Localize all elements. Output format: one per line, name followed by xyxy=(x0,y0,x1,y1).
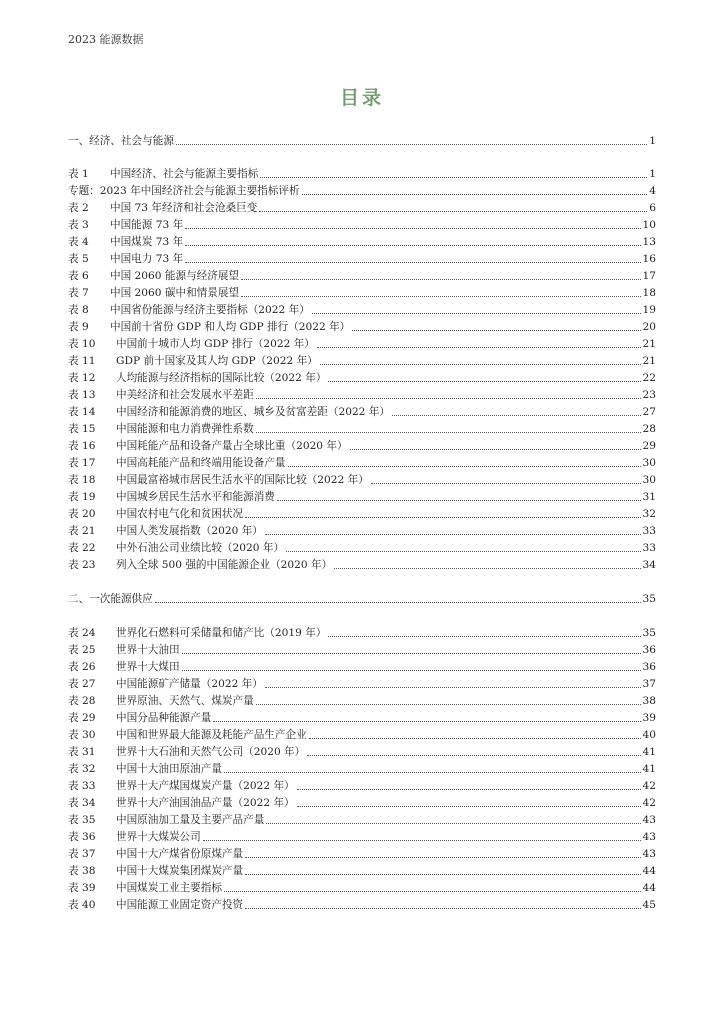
toc-entry-label: 世界十大油田 xyxy=(116,644,180,656)
toc-entry-label: 中国分品种能源产量 xyxy=(116,712,212,724)
dot-leader xyxy=(371,482,641,484)
dot-leader xyxy=(256,703,641,705)
toc-entry-number: 表 19 xyxy=(68,491,96,503)
dot-leader xyxy=(182,652,641,654)
toc-entry-label: 中国原油加工量及主要产品产量 xyxy=(116,814,265,826)
toc-entry-label: 中国最富裕城市居民生活水平的国际比较（2022 年） xyxy=(116,474,369,486)
toc-entry[interactable] xyxy=(68,301,656,317)
toc-entry[interactable] xyxy=(68,386,656,402)
toc-entry-label: 一、经济、社会与能源 xyxy=(68,135,174,147)
toc-entry-page-number: 41 xyxy=(642,763,656,775)
toc-entry-label: 中国十大产煤省份原煤产量 xyxy=(116,848,244,860)
dot-leader xyxy=(312,312,641,314)
toc-entry-label: 人均能源与经济指标的国际比较（2022 年） xyxy=(116,372,327,384)
dot-leader xyxy=(203,839,641,841)
toc-entry-page-number: 20 xyxy=(642,321,656,333)
dot-leader xyxy=(265,686,641,688)
toc-entry-number: 表 31 xyxy=(68,746,96,758)
toc-entry-label: 世界化石燃料可采储量和储产比（2019 年） xyxy=(116,627,327,639)
dot-leader xyxy=(328,635,640,637)
toc-entry[interactable] xyxy=(68,454,656,470)
toc-entry-number: 表 28 xyxy=(68,695,96,707)
dot-leader xyxy=(302,193,648,195)
toc-entry-page-number: 16 xyxy=(642,253,656,265)
dot-leader xyxy=(185,244,640,246)
toc-entry-number: 表 9 xyxy=(68,321,89,333)
toc-entry[interactable] xyxy=(68,862,656,878)
toc-entry-page-number: 31 xyxy=(642,491,656,503)
toc-entry-page-number: 43 xyxy=(642,831,656,843)
toc-entry-label: 世界十大石油和天然气公司（2020 年） xyxy=(116,746,306,758)
toc-entry-page-number: 38 xyxy=(642,695,656,707)
toc-entry-label: 中外石油公司业绩比较（2020 年） xyxy=(116,542,285,554)
dot-leader xyxy=(392,414,641,416)
toc-entry-label: 中国煤炭 73 年 xyxy=(110,236,184,248)
toc-entry-number: 表 7 xyxy=(68,287,89,299)
toc-entry-label: 世界十大产油国油品产量（2022 年） xyxy=(116,797,295,809)
toc-entry[interactable] xyxy=(68,709,656,725)
toc-entry-page-number: 19 xyxy=(642,304,656,316)
dot-leader xyxy=(155,601,641,603)
running-header: 2023 能源数据 xyxy=(68,33,144,46)
dot-leader xyxy=(259,210,647,212)
toc-entry-label: 中国经济和能源消费的地区、城乡及贫富差距（2022 年） xyxy=(116,406,390,418)
toc-entry-page-number: 1 xyxy=(649,135,656,147)
toc-entry-page-number: 42 xyxy=(642,780,656,792)
toc-entry-number: 表 1 xyxy=(68,168,89,180)
toc-entry-page-number: 37 xyxy=(642,678,656,690)
toc-entry-number: 表 10 xyxy=(68,338,96,350)
toc-entry-number: 表 12 xyxy=(68,372,96,384)
toc-entry-number: 表 4 xyxy=(68,236,89,248)
toc-entry-number: 表 27 xyxy=(68,678,96,690)
toc-entry-number: 表 26 xyxy=(68,661,96,673)
toc-entry[interactable] xyxy=(68,726,656,742)
toc-entry-label: 二、一次能源供应 xyxy=(68,593,153,605)
toc-entry-label: 中国前十城市人均 GDP 排行（2022 年） xyxy=(116,338,315,350)
dot-leader xyxy=(182,669,641,671)
toc-entry[interactable] xyxy=(68,760,656,776)
dot-leader xyxy=(286,550,640,552)
toc-entry[interactable] xyxy=(68,692,656,708)
toc-entry-label: 中国农村电气化和贫困状况 xyxy=(116,508,244,520)
toc-section-entry[interactable] xyxy=(68,590,656,606)
dot-leader xyxy=(334,567,640,569)
toc-entry-number: 表 33 xyxy=(68,780,96,792)
toc-entry[interactable] xyxy=(68,879,656,895)
toc-entry-label: 中国省份能源与经济主要指标（2022 年） xyxy=(110,304,310,316)
toc-entry[interactable] xyxy=(68,199,656,215)
dot-leader xyxy=(320,363,641,365)
toc-entry-page-number: 4 xyxy=(649,185,656,197)
dot-leader xyxy=(277,499,641,501)
toc-entry[interactable] xyxy=(68,675,656,691)
toc-entry-page-number: 42 xyxy=(642,797,656,809)
toc-entry-page-number: 45 xyxy=(642,899,656,911)
dot-leader xyxy=(288,465,641,467)
toc-entry[interactable] xyxy=(68,845,656,861)
toc-entry-label: 中国 2060 碳中和情景展望 xyxy=(110,287,240,299)
toc-entry-page-number: 23 xyxy=(642,389,656,401)
toc-entry-label: 中国 2060 能源与经济展望 xyxy=(110,270,240,282)
toc-entry-label: 中国经济、社会与能源主要指标 xyxy=(110,168,259,180)
toc-entry-page-number: 30 xyxy=(642,474,656,486)
toc-entry-label: 世界十大煤田 xyxy=(116,661,180,673)
toc-entry[interactable] xyxy=(68,403,656,419)
toc-entry-number: 表 20 xyxy=(68,508,96,520)
dot-leader xyxy=(352,329,640,331)
toc-entry-number: 表 15 xyxy=(68,423,96,435)
toc-entry[interactable] xyxy=(68,420,656,436)
toc-entry-number: 表 13 xyxy=(68,389,96,401)
toc-entry-page-number: 21 xyxy=(642,338,656,350)
toc-entry-page-number: 41 xyxy=(642,746,656,758)
toc-entry-number: 表 35 xyxy=(68,814,96,826)
toc-entry-page-number: 22 xyxy=(642,372,656,384)
toc-entry-number: 表 38 xyxy=(68,865,96,877)
toc-entry[interactable] xyxy=(68,624,656,640)
toc-entry-label: 中国前十省份 GDP 和人均 GDP 排行（2022 年） xyxy=(110,321,351,333)
toc-entry-page-number: 43 xyxy=(642,848,656,860)
toc-entry-number: 表 3 xyxy=(68,219,89,231)
toc-entry[interactable] xyxy=(68,318,656,334)
toc-entry-page-number: 30 xyxy=(642,457,656,469)
toc-entry-label: 世界十大产煤国煤炭产量（2022 年） xyxy=(116,780,295,792)
toc-entry-number: 表 29 xyxy=(68,712,96,724)
toc-entry[interactable] xyxy=(68,165,656,181)
toc-entry[interactable] xyxy=(68,828,656,844)
dot-leader xyxy=(241,278,640,280)
toc-entry[interactable] xyxy=(68,556,656,572)
toc-entry-page-number: 33 xyxy=(642,542,656,554)
toc-entry-number: 表 16 xyxy=(68,440,96,452)
toc-entry-number: 表 25 xyxy=(68,644,96,656)
toc-entry-number: 表 32 xyxy=(68,763,96,775)
toc-entry-label: 列入全球 500 强的中国能源企业（2020 年） xyxy=(116,559,333,571)
dot-leader xyxy=(297,788,641,790)
toc-entry-label: GDP 前十国家及其人均 GDP（2022 年） xyxy=(116,355,318,367)
dot-leader xyxy=(241,295,640,297)
toc-entry-number: 表 30 xyxy=(68,729,96,741)
dot-leader xyxy=(317,346,641,348)
toc-entry-label: 中国能源工业固定资产投资 xyxy=(116,899,244,911)
table-of-contents xyxy=(68,0,656,1024)
toc-entry-number: 表 2 xyxy=(68,202,89,214)
toc-entry[interactable] xyxy=(68,505,656,521)
toc-entry[interactable] xyxy=(68,539,656,555)
toc-entry-label: 中国城乡居民生活水平和能源消费 xyxy=(116,491,275,503)
toc-entry-page-number: 44 xyxy=(642,882,656,894)
toc-entry-page-number: 6 xyxy=(649,202,656,214)
toc-entry[interactable] xyxy=(68,233,656,249)
toc-entry-number: 表 22 xyxy=(68,542,96,554)
toc-entry[interactable] xyxy=(68,216,656,232)
toc-entry-number: 表 21 xyxy=(68,525,96,537)
dot-leader xyxy=(224,890,641,892)
toc-entry-label: 中国 73 年经济和社会沧桑巨变 xyxy=(110,202,258,214)
toc-entry-label: 中国十大油田原油产量 xyxy=(116,763,222,775)
toc-entry-page-number: 44 xyxy=(642,865,656,877)
toc-entry[interactable] xyxy=(68,335,656,351)
toc-entry[interactable] xyxy=(68,743,656,759)
dot-leader xyxy=(265,533,641,535)
toc-entry-label: 中国耗能产品和设备产量占全球比重（2020 年） xyxy=(116,440,348,452)
toc-entry-label: 中国人类发展指数（2020 年） xyxy=(116,525,263,537)
toc-entry-number: 表 5 xyxy=(68,253,89,265)
toc-entry-number: 表 39 xyxy=(68,882,96,894)
toc-entry[interactable] xyxy=(68,896,656,912)
toc-entry-page-number: 35 xyxy=(642,593,656,605)
toc-entry-page-number: 13 xyxy=(642,236,656,248)
toc-entry[interactable] xyxy=(68,811,656,827)
toc-entry-page-number: 34 xyxy=(642,559,656,571)
toc-entry-number: 表 37 xyxy=(68,848,96,860)
toc-entry-label: 世界十大煤炭公司 xyxy=(116,831,201,843)
toc-entry-page-number: 29 xyxy=(642,440,656,452)
toc-entry-page-number: 10 xyxy=(642,219,656,231)
toc-entry-number: 表 14 xyxy=(68,406,96,418)
toc-entry-number: 表 11 xyxy=(68,355,96,367)
toc-entry[interactable] xyxy=(68,471,656,487)
toc-entry-page-number: 33 xyxy=(642,525,656,537)
toc-entry[interactable] xyxy=(68,777,656,793)
toc-entry-label: 中国电力 73 年 xyxy=(110,253,184,265)
toc-entry[interactable] xyxy=(68,250,656,266)
toc-entry-page-number: 36 xyxy=(642,644,656,656)
toc-entry[interactable] xyxy=(68,369,656,385)
toc-entry-page-number: 27 xyxy=(642,406,656,418)
toc-entry-number: 表 18 xyxy=(68,474,96,486)
toc-entry[interactable] xyxy=(68,794,656,810)
toc-entry-label: 中美经济和社会发展水平差距 xyxy=(116,389,254,401)
dot-leader xyxy=(224,771,641,773)
dot-leader xyxy=(245,516,640,518)
toc-entry[interactable] xyxy=(68,437,656,453)
toc-entry-label: 中国能源矿产储量（2022 年） xyxy=(116,678,263,690)
dot-leader xyxy=(185,261,640,263)
dot-leader xyxy=(309,737,641,739)
toc-entry[interactable] xyxy=(68,522,656,538)
toc-entry-page-number: 1 xyxy=(649,168,656,180)
toc-entry-label: 中国高耗能产品和终端用能设备产量 xyxy=(116,457,286,469)
toc-entry-page-number: 28 xyxy=(642,423,656,435)
dot-leader xyxy=(328,380,640,382)
toc-entry-page-number: 21 xyxy=(642,355,656,367)
toc-entry-label: 中国和世界最大能源及耗能产品生产企业 xyxy=(116,729,307,741)
dot-leader xyxy=(245,856,640,858)
toc-entry-page-number: 35 xyxy=(642,627,656,639)
dot-leader xyxy=(245,873,640,875)
toc-entry-label: 中国煤炭工业主要指标 xyxy=(116,882,222,894)
toc-entry-number: 表 40 xyxy=(68,899,96,911)
dot-leader xyxy=(350,448,641,450)
toc-entry-label: 世界原油、天然气、煤炭产量 xyxy=(116,695,254,707)
dot-leader xyxy=(213,720,640,722)
toc-entry-page-number: 43 xyxy=(642,814,656,826)
dot-leader xyxy=(297,805,641,807)
toc-entry-page-number: 39 xyxy=(642,712,656,724)
toc-entry-page-number: 17 xyxy=(642,270,656,282)
toc-entry-number: 表 24 xyxy=(68,627,96,639)
toc-section-entry[interactable] xyxy=(68,132,656,148)
dot-leader xyxy=(256,431,641,433)
toc-entry-number: 表 6 xyxy=(68,270,89,282)
toc-entry[interactable] xyxy=(68,641,656,657)
toc-entry-number: 表 8 xyxy=(68,304,89,316)
page-title: 目录 xyxy=(339,87,384,109)
dot-leader xyxy=(176,143,647,145)
toc-entry-number: 表 34 xyxy=(68,797,96,809)
toc-entry-label: 中国十大煤炭集团煤炭产量 xyxy=(116,865,244,877)
dot-leader xyxy=(185,227,640,229)
dot-leader xyxy=(245,907,640,909)
dot-leader xyxy=(266,822,640,824)
toc-entry-page-number: 40 xyxy=(642,729,656,741)
toc-entry-page-number: 36 xyxy=(642,661,656,673)
toc-entry-label: 专题：2023 年中国经济社会与能源主要指标评析 xyxy=(68,185,300,197)
dot-leader xyxy=(307,754,640,756)
toc-entry[interactable] xyxy=(68,284,656,300)
toc-entry-page-number: 18 xyxy=(642,287,656,299)
toc-entry[interactable] xyxy=(68,488,656,504)
toc-entry[interactable] xyxy=(68,352,656,368)
toc-entry-number: 表 36 xyxy=(68,831,96,843)
toc-entry-number: 表 17 xyxy=(68,457,96,469)
toc-entry[interactable] xyxy=(68,658,656,674)
toc-entry[interactable] xyxy=(68,267,656,283)
dot-leader xyxy=(256,397,641,399)
toc-entry-label: 中国能源 73 年 xyxy=(110,219,184,231)
toc-entry-label: 中国能源和电力消费弹性系数 xyxy=(116,423,254,435)
dot-leader xyxy=(260,176,647,178)
toc-entry-number: 表 23 xyxy=(68,559,96,571)
toc-section-entry[interactable] xyxy=(68,182,656,198)
toc-entry-page-number: 32 xyxy=(642,508,656,520)
